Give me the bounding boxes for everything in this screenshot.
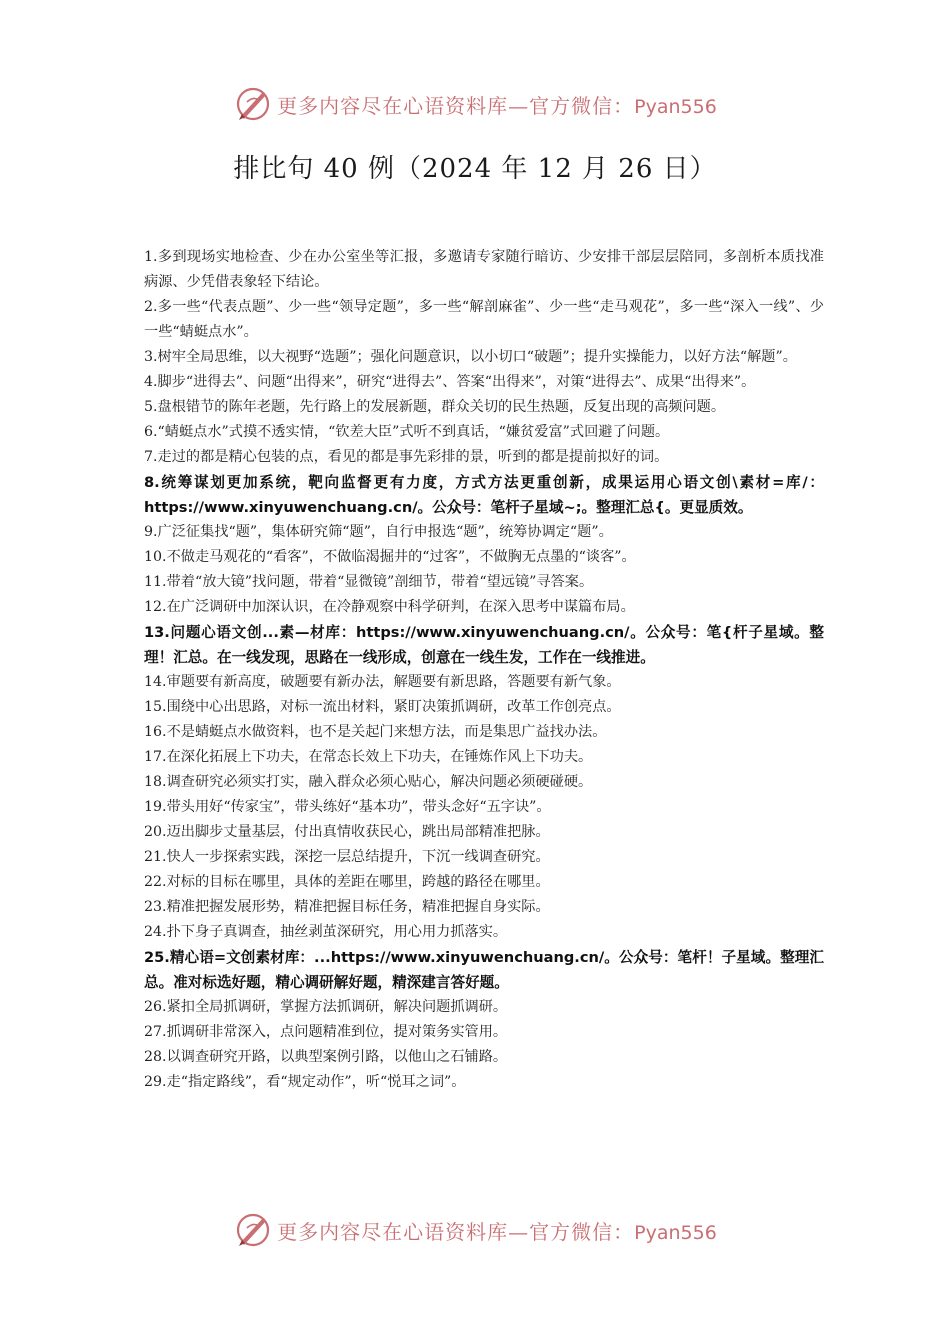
footer-watermark-banner: [0, 1208, 950, 1252]
list-item: 5.盘根错节的陈年老题，先行路上的发展新题，群众关切的民生热题，反复出现的高频问题。: [144, 399, 726, 415]
list-item: 26.紧扣全局抓调研，掌握方法抓调研，解决问题抓调研。: [144, 999, 508, 1015]
list-item: 8.统筹谋划更加系统，靶向监督更有力度，方式方法更重创新，成果运用心语文创\素材=库/：https://www.xinyuwenchuang.cn/。公众号：笔杆子星域~;。整理汇总{。更显质效。: [144, 474, 824, 516]
list-item: 10.不做走马观花的“看客”，不做临渴掘井的“过客”，不做胸无点墨的“谈客”。: [144, 549, 636, 565]
list-item: 23.精准把握发展形势，精准把握目标任务，精准把握自身实际。: [144, 899, 550, 915]
list-item: 27.抓调研非常深入，点问题精准到位，提对策务实管用。: [144, 1024, 508, 1040]
list-item: 20.迈出脚步丈量基层，付出真情收获民心，跳出局部精准把脉。: [144, 824, 550, 840]
list-item: 16.不是蜻蜓点水做资料，也不是关起门来想方法，而是集思广益找办法。: [144, 724, 607, 740]
list-item: 14.审题要有新高度，破题要有新办法，解题要有新思路，答题要有新气象。: [144, 674, 621, 690]
list-item: 12.在广泛调研中加深认识，在冷静观察中科学研判，在深入思考中谋篇布局。: [144, 599, 635, 615]
list-item: 11.带着“放大镜”找问题，带着“显微镜”剖细节，带着“望远镜”寻答案。: [144, 574, 594, 590]
pen-logo-icon: [233, 84, 273, 124]
banner-wechat-id: Pyan556: [634, 95, 717, 118]
banner-text: 更多内容尽在心语资料库—官方微信：: [277, 1219, 635, 1244]
pen-logo-icon: [233, 1210, 273, 1250]
list-item: 18.调查研究必须实打实，融入群众必须心贴心，解决问题必须硬碰硬。: [144, 774, 593, 790]
banner-text: 更多内容尽在心语资料库—官方微信：: [277, 93, 635, 118]
list-item: 29.走“指定路线”，看“规定动作”，听“悦耳之词”。: [144, 1074, 466, 1090]
list-item: 21.快人一步探索实践，深挖一层总结提升，下沉一线调查研究。: [144, 849, 550, 865]
list-item: 17.在深化拓展上下功夫，在常态长效上下功夫，在锤炼作风上下功夫。: [144, 749, 593, 765]
list-item: 19.带头用好“传家宝”，带头练好“基本功”，带头念好“五字诀”。: [144, 799, 551, 815]
list-item: 4.脚步“进得去”、问题“出得来”，研究“进得去”、答案“出得来”，对策“进得去”、成果“出得来”。: [144, 374, 756, 390]
list-item: 1.多到现场实地检查、少在办公室坐等汇报，多邀请专家随行暗访、少安排干部层层陪同，多剖析本质找准病源、少凭借表象轻下结论。: [144, 249, 824, 290]
list-item: 22.对标的目标在哪里，具体的差距在哪里，跨越的路径在哪里。: [144, 874, 550, 890]
banner-wechat-id: Pyan556: [634, 1221, 717, 1244]
list-item: 15.围绕中心出思路，对标一流出材料，紧盯决策抓调研，改革工作创亮点。: [144, 699, 621, 715]
list-item: 24.扑下身子真调查，抽丝剥茧深研究，用心用力抓落实。: [144, 924, 508, 940]
page-title: 排比句 40 例（2024 年 12 月 26 日）: [233, 154, 717, 184]
list-item: 2.多一些“代表点题”、少一些“领导定题”，多一些“解剖麻雀”、少一些“走马观花”，多一些“深入一线”、少一些“蜻蜓点水”。: [144, 299, 824, 340]
sentence-list: [144, 245, 824, 1095]
header-watermark-banner: [0, 82, 950, 126]
list-item: 13.问题心语文创...素—材库：https://www.xinyuwenchuang.cn/。公众号：笔{杆子星域。整理！汇总。在一线发现，思路在一线形成，创意在一线生发，工作在一线推进。: [144, 624, 824, 666]
list-item: 7.走过的都是精心包装的点，看见的都是事先彩排的景，听到的都是提前拟好的词。: [144, 449, 669, 465]
list-item: 6.“蜻蜓点水”式摸不透实情，“钦差大臣”式听不到真话，“嫌贫爱富”式回避了问题。: [144, 424, 670, 440]
list-item: 25.精心语=文创素材库：...https://www.xinyuwenchuang.cn/。公众号：笔杆！子星域。整理汇总。准对标选好题，精心调研解好题，精深建言答好题。: [144, 949, 824, 991]
list-item: 28.以调查研究开路，以典型案例引路，以他山之石铺路。: [144, 1049, 508, 1065]
list-item: 9.广泛征集找“题”，集体研究筛“题”，自行申报选“题”，统筹协调定“题”。: [144, 524, 613, 540]
list-item: 3.树牢全局思维，以大视野“选题”；强化问题意识，以小切口“破题”；提升实操能力，以好方法“解题”。: [144, 349, 797, 365]
